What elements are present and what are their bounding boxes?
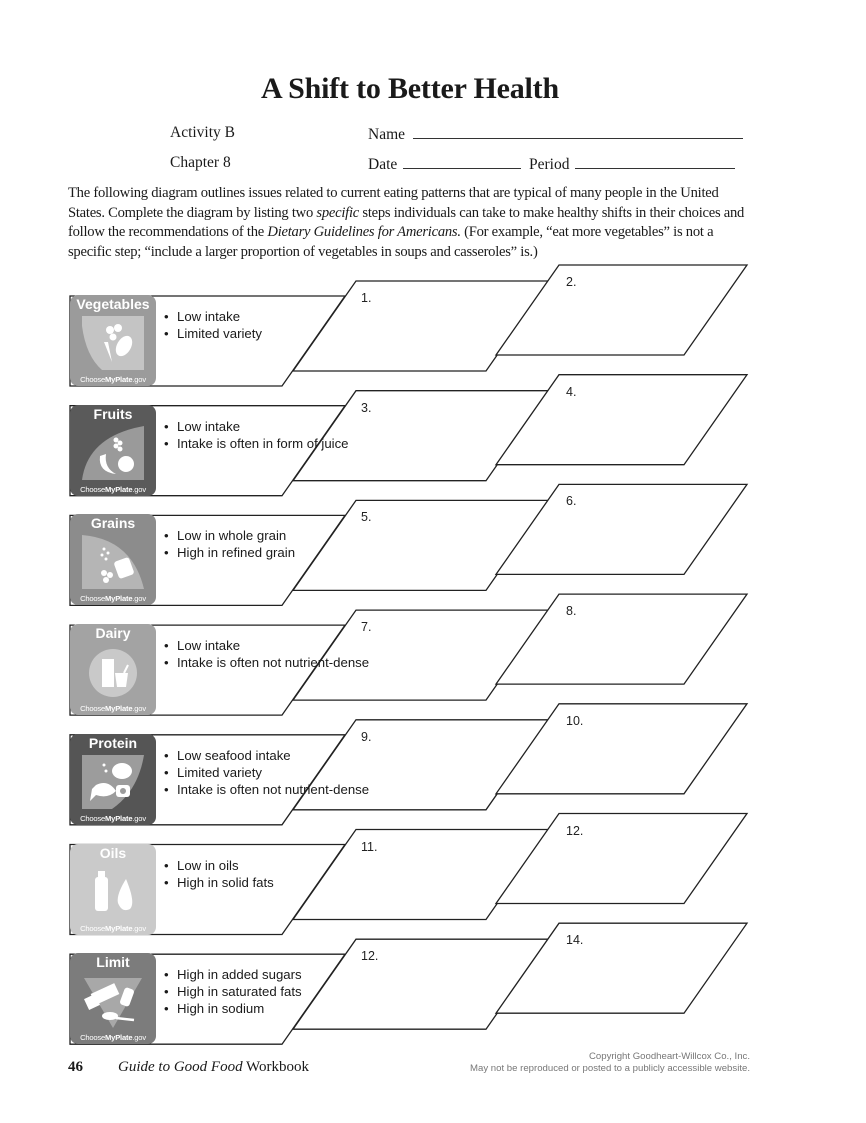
date-label: Date bbox=[368, 156, 398, 173]
food-group-label: Fruits bbox=[93, 405, 133, 422]
book-title: Guide to Good Food Workbook bbox=[118, 1059, 310, 1075]
myplate-logo: ChooseMyPlate.gov bbox=[80, 704, 146, 714]
step-number-a: 7. bbox=[361, 620, 372, 635]
answer-field-8[interactable] bbox=[535, 622, 715, 678]
name-label: Name bbox=[368, 126, 406, 143]
issue-item: • Limited variety bbox=[163, 764, 369, 781]
page-number: 46 bbox=[68, 1059, 83, 1075]
instructions: The following diagram outlines issues related to current eating patterns that are typical of many people in the United States. Complete the diagram by listing two specific steps individuals can take to make healthy shifts in their choices and follow the recommendations of the Dietary Guidelines for Americans. (For example, “eat more vegetables” is not a specific step; “include a larger proportion of vegetables in soups and casseroles” is.) bbox=[68, 185, 745, 260]
period-label: Period bbox=[529, 156, 570, 173]
issue-list bbox=[163, 966, 302, 1017]
answer-field-6[interactable] bbox=[535, 512, 715, 568]
limit-icon bbox=[70, 953, 156, 1044]
food-group-illustration bbox=[82, 865, 144, 919]
issue-item: • Low in oils bbox=[163, 857, 274, 874]
issue-item: • High in added sugars bbox=[163, 966, 302, 983]
issue-list bbox=[163, 527, 295, 561]
answer-field-11[interactable] bbox=[330, 858, 510, 914]
issue-item: • Intake is often not nutrient-dense bbox=[163, 781, 369, 798]
issue-item: • High in saturated fats bbox=[163, 983, 302, 1000]
issue-item: • Low intake bbox=[163, 308, 262, 325]
step-number-b: 10. bbox=[566, 713, 584, 728]
food-group-illustration bbox=[82, 316, 144, 370]
step-number-b: 12. bbox=[566, 823, 584, 838]
step-number-b: 2. bbox=[566, 275, 577, 289]
food-group-label: Limit bbox=[96, 954, 130, 971]
issue-list bbox=[163, 418, 349, 452]
answer-field-14[interactable] bbox=[535, 951, 715, 1007]
answer-field-3[interactable] bbox=[330, 419, 510, 475]
issue-item: • Limited variety bbox=[163, 325, 262, 342]
oils-icon bbox=[70, 844, 156, 935]
food-group-illustration bbox=[82, 755, 144, 809]
food-group-label: Dairy bbox=[95, 625, 131, 642]
answer-field-2[interactable] bbox=[535, 293, 715, 349]
dairy-icon bbox=[70, 624, 156, 715]
issue-item: • High in refined grain bbox=[163, 544, 295, 561]
food-group-label: Vegetables bbox=[76, 296, 150, 312]
grains-icon bbox=[70, 514, 156, 605]
myplate-logo: ChooseMyPlate.gov bbox=[80, 484, 146, 494]
myplate-logo: ChooseMyPlate.gov bbox=[80, 375, 146, 384]
answer-field-4[interactable] bbox=[535, 403, 715, 459]
food-group-illustration bbox=[82, 426, 144, 480]
issue-item: • Low intake bbox=[163, 637, 369, 654]
food-group-label: Oils bbox=[99, 844, 127, 861]
answer-field-10[interactable] bbox=[535, 732, 715, 788]
answer-field-7[interactable] bbox=[330, 638, 510, 694]
answer-field-9[interactable] bbox=[330, 748, 510, 804]
emphasis-guidelines: Dietary Guidelines for Americans. bbox=[267, 224, 461, 240]
step-number-a: 11. bbox=[361, 839, 378, 854]
answer-field-5[interactable] bbox=[330, 528, 510, 584]
answer-field-12[interactable] bbox=[535, 842, 715, 898]
activity-label: Activity B bbox=[170, 124, 236, 141]
step-number-a: 5. bbox=[361, 510, 372, 525]
page-title: A Shift to Better Health bbox=[261, 72, 559, 105]
food-group-illustration bbox=[82, 535, 144, 589]
answer-field-12[interactable] bbox=[330, 967, 510, 1023]
step-number-b: 4. bbox=[566, 384, 577, 399]
step-number-b: 8. bbox=[566, 604, 577, 619]
issue-item: • Low in whole grain bbox=[163, 527, 295, 544]
food-group-illustration bbox=[82, 974, 144, 1028]
step-number-b: 14. bbox=[566, 933, 584, 948]
step-number-a: 3. bbox=[361, 400, 372, 415]
myplate-logo: ChooseMyPlate.gov bbox=[80, 813, 146, 823]
emphasis-specific: specific bbox=[316, 204, 359, 221]
issue-list bbox=[163, 857, 274, 891]
food-group-label: Protein bbox=[88, 734, 138, 751]
issue-item: • Low seafood intake bbox=[163, 747, 369, 764]
answer-field-1[interactable] bbox=[330, 309, 510, 365]
myplate-logo: ChooseMyPlate.gov bbox=[80, 923, 146, 933]
protein-icon bbox=[70, 734, 156, 825]
chapter-label: Chapter 8 bbox=[170, 154, 231, 171]
issue-item: • Low intake bbox=[163, 418, 349, 435]
step-number-a: 12. bbox=[361, 949, 379, 964]
copyright-notice: Copyright Goodheart-Willcox Co., Inc. May not be reproduced or posted to a publicly accessible website. bbox=[470, 1051, 750, 1074]
myplate-logo: ChooseMyPlate.gov bbox=[80, 594, 146, 604]
myplate-logo: ChooseMyPlate.gov bbox=[80, 1033, 146, 1043]
fruits-icon bbox=[70, 405, 156, 496]
step-number-a: 1. bbox=[361, 291, 372, 305]
vegetables-icon bbox=[70, 295, 156, 386]
issue-item: • Intake is often not nutrient-dense bbox=[163, 654, 369, 671]
issue-item: • Intake is often in form of juice bbox=[163, 435, 349, 452]
issue-list bbox=[163, 308, 262, 342]
food-group-illustration bbox=[82, 645, 144, 699]
step-number-b: 6. bbox=[566, 494, 577, 509]
issue-item: • High in sodium bbox=[163, 1000, 302, 1017]
food-group-label: Grains bbox=[90, 515, 136, 532]
issue-item: • High in solid fats bbox=[163, 874, 274, 891]
step-number-a: 9. bbox=[361, 729, 372, 744]
